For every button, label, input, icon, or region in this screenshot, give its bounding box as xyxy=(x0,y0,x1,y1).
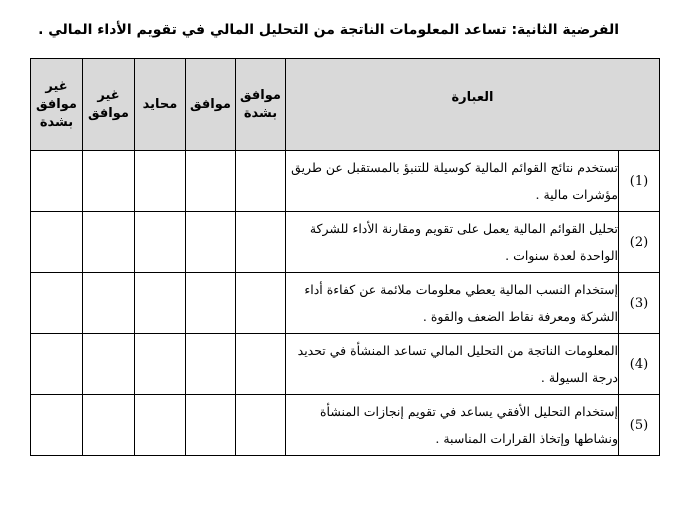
option-header-agree: موافق xyxy=(186,59,236,151)
cell-agree[interactable] xyxy=(186,334,236,395)
cell-disagree[interactable] xyxy=(83,151,135,212)
cell-disagree[interactable] xyxy=(83,334,135,395)
cell-disagree[interactable] xyxy=(83,395,135,456)
row-number: (4) xyxy=(619,334,660,395)
cell-strongly-agree[interactable] xyxy=(236,151,286,212)
statement-text: إستخدام النسب المالية يعطي معلومات ملائمة عن كفاءة أداء الشركة ومعرفة نقاط الضعف والقوة . xyxy=(286,273,619,334)
table-row xyxy=(31,334,660,395)
table-row xyxy=(31,212,660,273)
statement-header: العبارة xyxy=(286,59,660,151)
row-number: (3) xyxy=(619,273,660,334)
cell-strongly-agree[interactable] xyxy=(236,395,286,456)
table-row xyxy=(31,395,660,456)
cell-neutral[interactable] xyxy=(135,395,186,456)
survey-table xyxy=(30,58,660,456)
cell-disagree[interactable] xyxy=(83,212,135,273)
table-header-row xyxy=(31,59,660,151)
table-row xyxy=(31,273,660,334)
statement-text: المعلومات الناتجة من التحليل المالي تساعد المنشأة في تحديد درجة السيولة . xyxy=(286,334,619,395)
cell-strongly-disagree[interactable] xyxy=(31,273,83,334)
cell-neutral[interactable] xyxy=(135,273,186,334)
cell-neutral[interactable] xyxy=(135,334,186,395)
cell-strongly-agree[interactable] xyxy=(236,273,286,334)
cell-strongly-agree[interactable] xyxy=(236,334,286,395)
option-header-strongly-disagree: غير موافق بشدة xyxy=(31,59,83,151)
cell-agree[interactable] xyxy=(186,212,236,273)
cell-agree[interactable] xyxy=(186,395,236,456)
cell-agree[interactable] xyxy=(186,273,236,334)
table-row xyxy=(31,151,660,212)
option-header-disagree: غير موافق xyxy=(83,59,135,151)
statement-text: تستخدم نتائج القوائم المالية كوسيلة للتنبؤ بالمستقبل عن طريق مؤشرات مالية . xyxy=(286,151,619,212)
cell-neutral[interactable] xyxy=(135,151,186,212)
statement-text: إستخدام التحليل الأفقي يساعد في تقويم إنجازات المنشأة ونشاطها وإتخاذ القرارات المناسبة . xyxy=(286,395,619,456)
row-number: (2) xyxy=(619,212,660,273)
cell-strongly-disagree[interactable] xyxy=(31,212,83,273)
cell-strongly-disagree[interactable] xyxy=(31,395,83,456)
hypothesis-title: الفرضية الثانية: تساعد المعلومات الناتجة من التحليل المالي في تقويم الأداء المالي . xyxy=(38,22,619,38)
cell-strongly-disagree[interactable] xyxy=(31,151,83,212)
cell-strongly-disagree[interactable] xyxy=(31,334,83,395)
statement-text: تحليل القوائم المالية يعمل على تقويم ومقارنة الأداء للشركة الواحدة لعدة سنوات . xyxy=(286,212,619,273)
cell-neutral[interactable] xyxy=(135,212,186,273)
option-header-neutral: محايد xyxy=(135,59,186,151)
cell-strongly-agree[interactable] xyxy=(236,212,286,273)
cell-agree[interactable] xyxy=(186,151,236,212)
cell-disagree[interactable] xyxy=(83,273,135,334)
row-number: (1) xyxy=(619,151,660,212)
row-number: (5) xyxy=(619,395,660,456)
option-header-strongly-agree: موافق بشدة xyxy=(236,59,286,151)
